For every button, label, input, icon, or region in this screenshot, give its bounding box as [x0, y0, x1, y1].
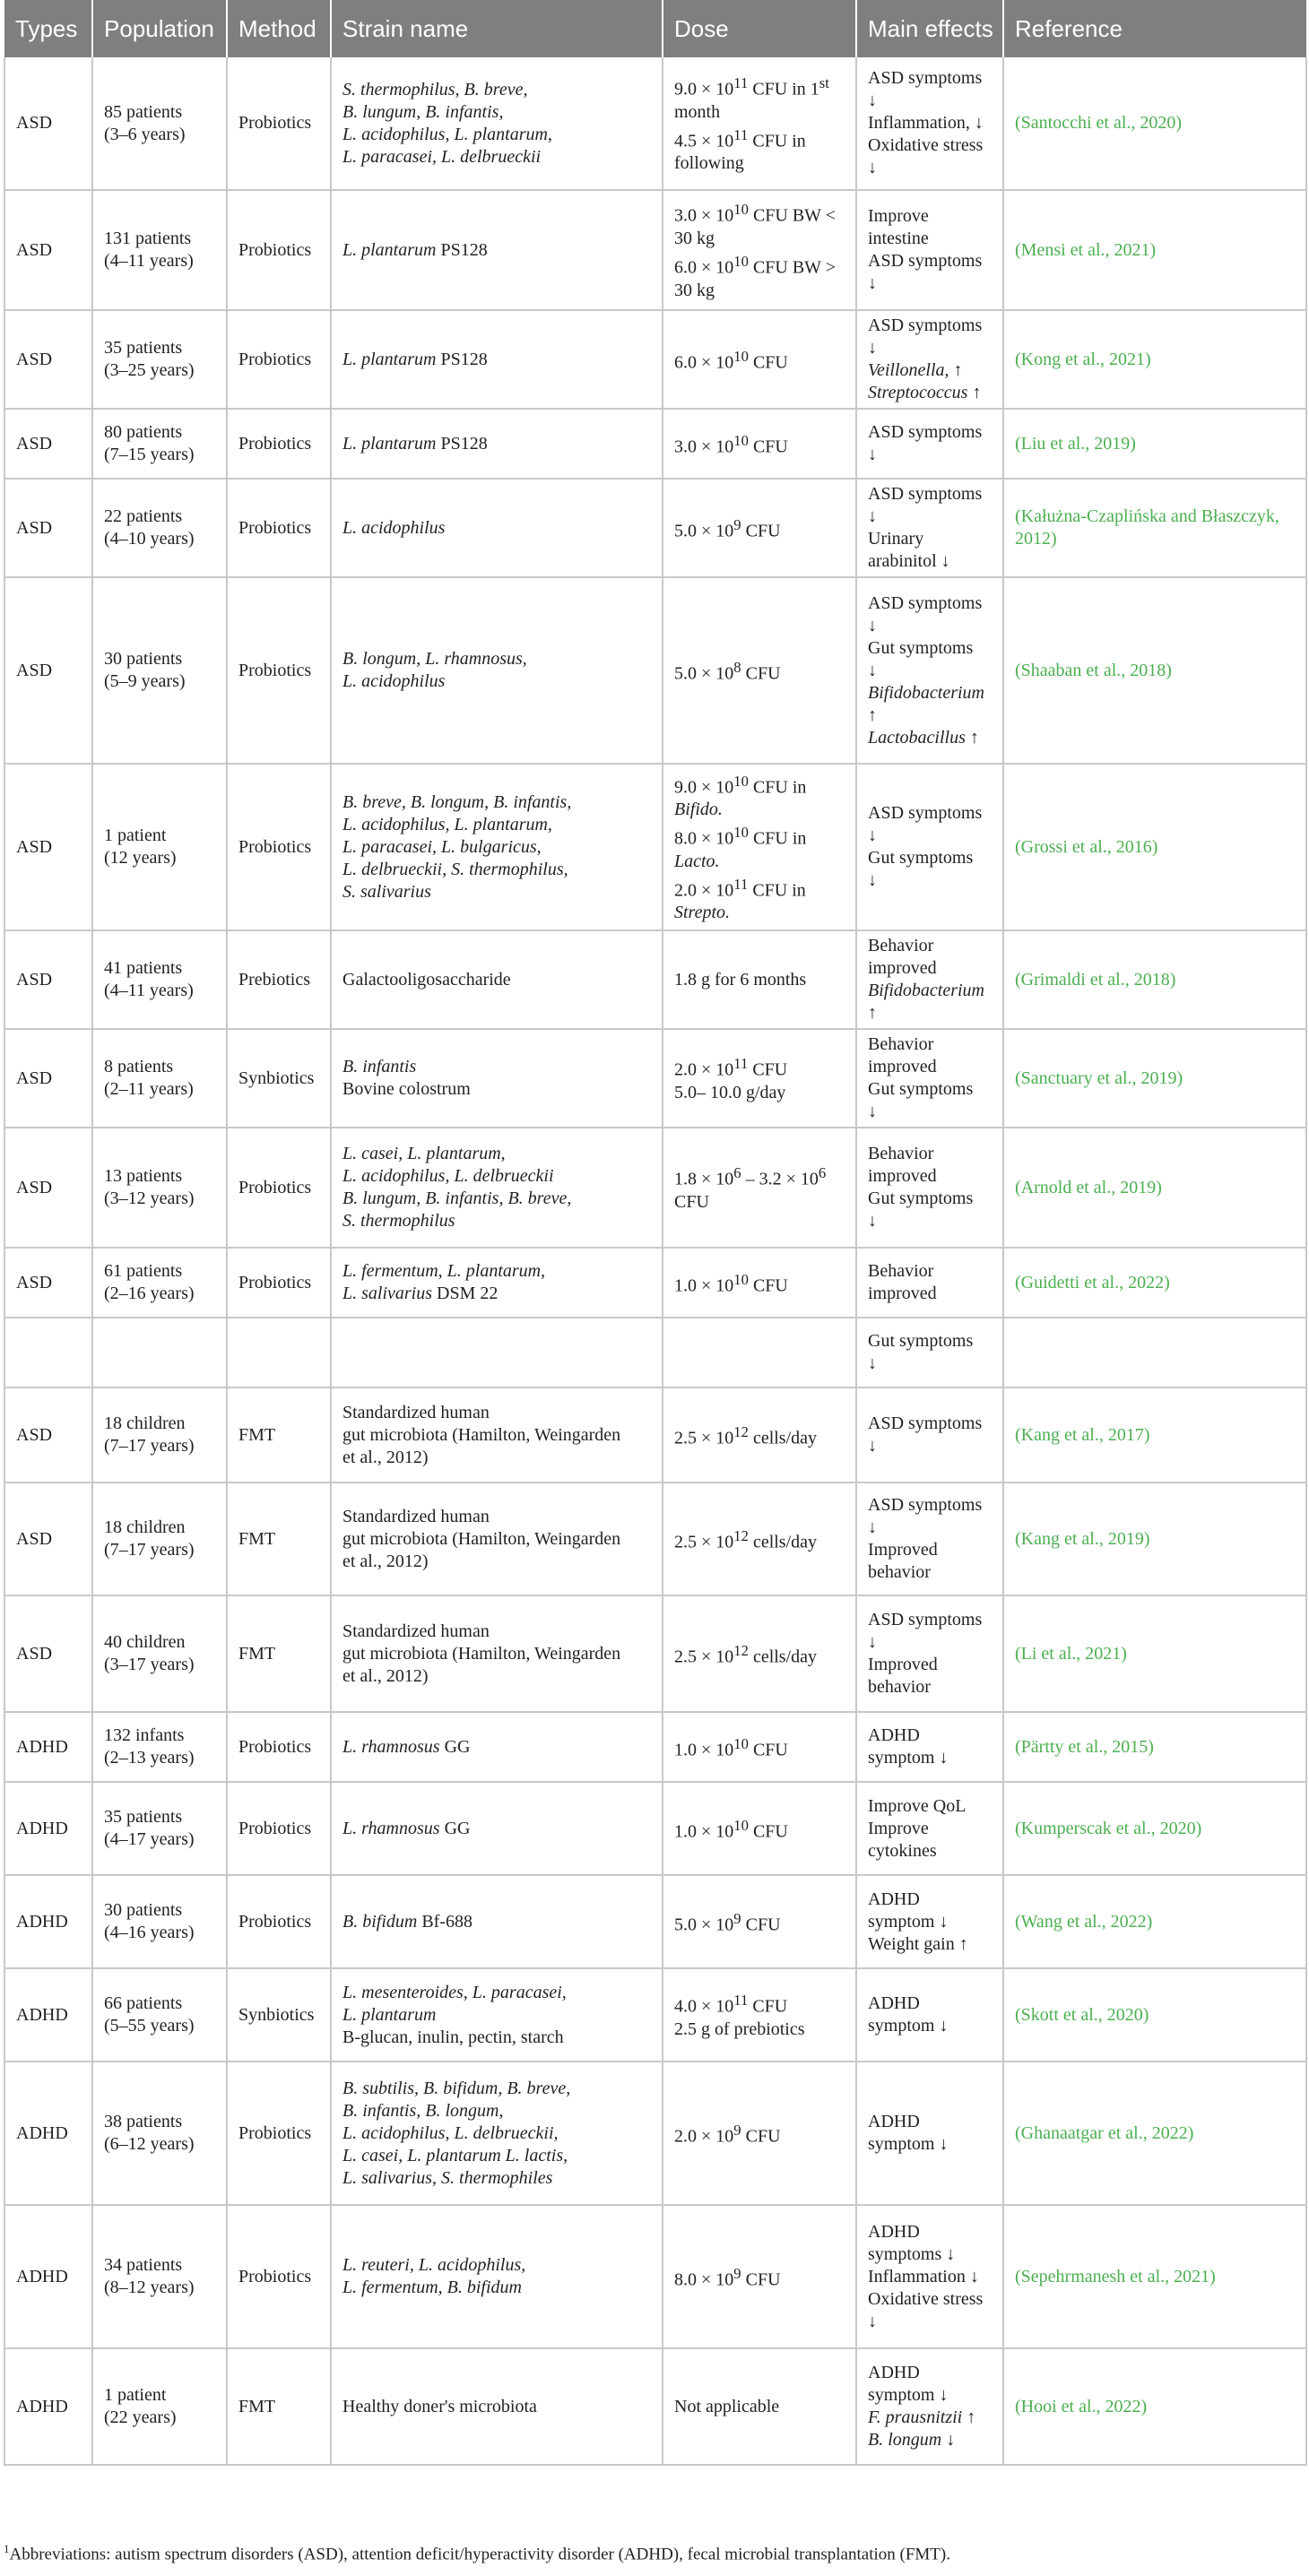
cell-method: Synbiotics — [227, 1968, 331, 2062]
table-row — [4, 577, 1306, 764]
cell-reference — [1003, 1318, 1306, 1387]
cell-method: FMT — [227, 1482, 331, 1595]
cell-effects: ADHD symptom ↓ F. prausnitzii ↑ B. longum ↓ — [856, 2348, 1003, 2465]
cell-strain: B. longum, L. rhamnosus, L. acidophilus — [331, 577, 663, 764]
table-row — [4, 1875, 1306, 1968]
cell-strain: L. plantarum PS128 — [331, 310, 663, 409]
cell-population: 18 children (7–17 years) — [92, 1387, 227, 1482]
cell-population: 1 patient (22 years) — [92, 2348, 227, 2465]
cell-type: ASD — [4, 1128, 92, 1248]
table-row — [4, 190, 1306, 310]
table-row — [4, 409, 1306, 479]
cell-reference[interactable]: (Shaaban et al., 2018) — [1003, 577, 1306, 764]
cell-strain: L. acidophilus — [331, 479, 663, 577]
cell-reference[interactable]: (Skott et al., 2020) — [1003, 1968, 1306, 2062]
cell-strain: L. mesenteroides, L. paracasei, L. plantarum B-glucan, inulin, pectin, starch — [331, 1968, 663, 2062]
cell-population: 41 patients (4–11 years) — [92, 930, 227, 1029]
cell-dose: $1.0 \times 10^{10}$ CFU — [663, 1712, 856, 1782]
cell-method: Probiotics — [227, 57, 331, 190]
cell-strain: L. plantarum PS128 — [331, 409, 663, 479]
cell-method: Probiotics — [227, 479, 331, 577]
cell-reference[interactable]: (Liu et al., 2019) — [1003, 409, 1306, 479]
cell-strain: Galactooligosaccharide — [331, 930, 663, 1029]
cell-dose: $2.5 \times 10^{12}$ cells/day — [663, 1387, 856, 1482]
cell-dose: $2.0 \times 10^9$ CFU — [663, 2062, 856, 2205]
cell-dose: $3.0 \times 10^{10}$ CFU — [663, 409, 856, 479]
cell-type: ASD — [4, 1482, 92, 1595]
cell-method: Probiotics — [227, 190, 331, 310]
cell-type: ASD — [4, 409, 92, 479]
cell-dose: $5.0 \times 10^9$ CFU — [663, 1875, 856, 1968]
cell-population — [92, 1318, 227, 1387]
cell-effects: Behavior improved Gut symptoms ↓ — [856, 1029, 1003, 1128]
col-header-dose: Dose — [663, 0, 856, 57]
cell-population: 132 infants (2–13 years) — [92, 1712, 227, 1782]
cell-strain: L. casei, L. plantarum, L. acidophilus, L. delbrueckii B. lungum, B. infantis, B. breve, S. thermophilus — [331, 1128, 663, 1248]
cell-effects: Improve intestine ASD symptoms ↓ — [856, 190, 1003, 310]
cell-effects: ASD symptoms ↓ — [856, 409, 1003, 479]
cell-type: ASD — [4, 1595, 92, 1712]
cell-method: Probiotics — [227, 2062, 331, 2205]
table-row — [4, 2348, 1306, 2465]
cell-reference[interactable]: (Grimaldi et al., 2018) — [1003, 930, 1306, 1029]
cell-strain: B. bifidum Bf-688 — [331, 1875, 663, 1968]
cell-method: Probiotics — [227, 1248, 331, 1318]
cell-effects: ADHD symptom ↓ — [856, 1968, 1003, 2062]
cell-population: 30 patients (4–16 years) — [92, 1875, 227, 1968]
cell-population: 35 patients (4–17 years) — [92, 1782, 227, 1875]
cell-reference[interactable]: (Ghanaatgar et al., 2022) — [1003, 2062, 1306, 2205]
table-row — [4, 1387, 1306, 1482]
cell-method: Probiotics — [227, 1782, 331, 1875]
cell-dose — [663, 1318, 856, 1387]
table-row — [4, 1482, 1306, 1595]
cell-dose: $1.0 \times 10^{10}$ CFU — [663, 1782, 856, 1875]
cell-population: 30 patients (5–9 years) — [92, 577, 227, 764]
cell-population: 40 children (3–17 years) — [92, 1595, 227, 1712]
table-row — [4, 2062, 1306, 2205]
cell-effects: ASD symptoms ↓ Inflammation, ↓ Oxidative stress ↓ — [856, 57, 1003, 190]
cell-dose: $9.0 \times 10^{11}$ CFU in 1st month $4.5 \times 10^{11}$ CFU in following — [663, 57, 856, 190]
cell-population: 131 patients (4–11 years) — [92, 190, 227, 310]
cell-type — [4, 1318, 92, 1387]
header-row — [4, 0, 1306, 57]
cell-method: Synbiotics — [227, 1029, 331, 1128]
cell-type: ASD — [4, 1248, 92, 1318]
cell-population: 22 patients (4–10 years) — [92, 479, 227, 577]
cell-population: 61 patients (2–16 years) — [92, 1248, 227, 1318]
cell-effects: Behavior improved Bifidobacterium ↑ — [856, 930, 1003, 1029]
cell-dose: $2.5 \times 10^{12}$ cells/day — [663, 1482, 856, 1595]
table-row — [4, 1318, 1306, 1387]
cell-dose: $2.0 \times 10^{11}$ CFU 5.0– 10.0 g/day — [663, 1029, 856, 1128]
cell-method: FMT — [227, 2348, 331, 2465]
cell-effects: Behavior improved Gut symptoms ↓ — [856, 1128, 1003, 1248]
cell-reference[interactable]: (Grossi et al., 2016) — [1003, 764, 1306, 930]
cell-population: 85 patients (3–6 years) — [92, 57, 227, 190]
cell-dose: $8.0 \times 10^9$ CFU — [663, 2205, 856, 2348]
table-row — [4, 310, 1306, 409]
cell-strain: L. rhamnosus GG — [331, 1782, 663, 1875]
cell-population: 18 children (7–17 years) — [92, 1482, 227, 1595]
cell-type: ASD — [4, 479, 92, 577]
cell-effects: ADHD symptom ↓ — [856, 1712, 1003, 1782]
cell-reference[interactable]: (Mensi et al., 2021) — [1003, 190, 1306, 310]
cell-method: FMT — [227, 1595, 331, 1712]
cell-type: ADHD — [4, 2348, 92, 2465]
cell-type: ASD — [4, 930, 92, 1029]
cell-reference[interactable]: (Kang et al., 2019) — [1003, 1482, 1306, 1595]
cell-method: Probiotics — [227, 2205, 331, 2348]
cell-strain: L. rhamnosus GG — [331, 1712, 663, 1782]
cell-effects: ASD symptoms ↓ Improved behavior — [856, 1482, 1003, 1595]
cell-dose: $4.0 \times 10^{11}$ CFU 2.5 g of prebiotics — [663, 1968, 856, 2062]
cell-dose: $1.0 \times 10^{10}$ CFU — [663, 1248, 856, 1318]
table-row — [4, 1712, 1306, 1782]
table-row — [4, 764, 1306, 930]
cell-strain: L. reuteri, L. acidophilus, L. fermentum, B. bifidum — [331, 2205, 663, 2348]
cell-method: Probiotics — [227, 1875, 331, 1968]
cell-dose: $2.5 \times 10^{12}$ cells/day — [663, 1595, 856, 1712]
col-header-population: Population — [92, 0, 227, 57]
table-row — [4, 57, 1306, 190]
cell-effects: ASD symptoms ↓ Improved behavior — [856, 1595, 1003, 1712]
footnote: $^1$Abbreviations: autism spectrum disorders (ASD), attention deficit/hyperactivity disorder (ADHD), fecal microbial transplantation (FMT). — [4, 2542, 950, 2564]
cell-population: 35 patients (3–25 years) — [92, 310, 227, 409]
data-table — [4, 0, 1307, 2466]
cell-effects: ASD symptoms ↓ Urinary arabinitol ↓ — [856, 479, 1003, 577]
cell-method: Probiotics — [227, 310, 331, 409]
cell-strain — [331, 1318, 663, 1387]
col-header-method: Method — [227, 0, 331, 57]
cell-reference[interactable]: (Li et al., 2021) — [1003, 1595, 1306, 1712]
cell-strain: L. plantarum PS128 — [331, 190, 663, 310]
cell-population: 13 patients (3–12 years) — [92, 1128, 227, 1248]
cell-reference[interactable]: (Wang et al., 2022) — [1003, 1875, 1306, 1968]
cell-reference[interactable]: (Santocchi et al., 2020) — [1003, 57, 1306, 190]
cell-strain: Standardized human gut microbiota (Hamilton, Weingarden et al., 2012) — [331, 1595, 663, 1712]
cell-strain: B. infantis Bovine colostrum — [331, 1029, 663, 1128]
cell-type: ASD — [4, 57, 92, 190]
cell-reference[interactable]: (Kumperscak et al., 2020) — [1003, 1782, 1306, 1875]
col-header-effects: Main effects — [856, 0, 1003, 57]
cell-dose: 1.8 g for 6 months — [663, 930, 856, 1029]
table-row — [4, 479, 1306, 577]
cell-method: Probiotics — [227, 1712, 331, 1782]
cell-type: ASD — [4, 764, 92, 930]
cell-method: FMT — [227, 1387, 331, 1482]
cell-effects: ADHD symptom ↓ Weight gain ↑ — [856, 1875, 1003, 1968]
cell-effects: ASD symptoms ↓ — [856, 1387, 1003, 1482]
cell-method: Probiotics — [227, 1128, 331, 1248]
cell-reference[interactable]: (Sanctuary et al., 2019) — [1003, 1029, 1306, 1128]
cell-method: Probiotics — [227, 577, 331, 764]
cell-type: ASD — [4, 1029, 92, 1128]
cell-method — [227, 1318, 331, 1387]
cell-type: ASD — [4, 577, 92, 764]
table-row — [4, 930, 1306, 1029]
cell-reference[interactable]: (Pärtty et al., 2015) — [1003, 1712, 1306, 1782]
col-header-reference: Reference — [1003, 0, 1306, 57]
cell-effects: ADHD symptoms ↓ Inflammation ↓ Oxidative stress ↓ — [856, 2205, 1003, 2348]
cell-strain: Healthy doner's microbiota — [331, 2348, 663, 2465]
cell-dose: $5.0 \times 10^8$ CFU — [663, 577, 856, 764]
cell-dose: Not applicable — [663, 2348, 856, 2465]
cell-type: ASD — [4, 190, 92, 310]
cell-dose: $3.0 \times 10^{10}$ CFU BW < 30 kg $6.0 \times 10^{10}$ CFU BW > 30 kg — [663, 190, 856, 310]
cell-type: ASD — [4, 310, 92, 409]
cell-effects: Behavior improved — [856, 1248, 1003, 1318]
cell-effects: ASD symptoms ↓ Gut symptoms ↓ Bifidobacterium ↑ Lactobacillus ↑ — [856, 577, 1003, 764]
cell-strain: B. subtilis, B. bifidum, B. breve, B. infantis, B. longum, L. acidophilus, L. delbrueckii, L. casei, L. plantarum L. lactis, L. salivarius, S. thermophiles — [331, 2062, 663, 2205]
cell-reference[interactable]: (Sepehrmanesh et al., 2021) — [1003, 2205, 1306, 2348]
cell-method: Probiotics — [227, 764, 331, 930]
cell-type: ADHD — [4, 2062, 92, 2205]
cell-method: Prebiotics — [227, 930, 331, 1029]
cell-type: ADHD — [4, 1712, 92, 1782]
table-row — [4, 1782, 1306, 1875]
cell-method: Probiotics — [227, 409, 331, 479]
cell-population: 1 patient (12 years) — [92, 764, 227, 930]
table-row — [4, 1128, 1306, 1248]
cell-population: 38 patients (6–12 years) — [92, 2062, 227, 2205]
cell-effects: ASD symptoms ↓ Gut symptoms ↓ — [856, 764, 1003, 930]
cell-dose: $6.0 \times 10^{10}$ CFU — [663, 310, 856, 409]
cell-population: 80 patients (7–15 years) — [92, 409, 227, 479]
cell-reference[interactable]: (Kong et al., 2021) — [1003, 310, 1306, 409]
cell-reference[interactable]: (Kałużna-Czaplińska and Błaszczyk, 2012) — [1003, 479, 1306, 577]
cell-strain: S. thermophilus, B. breve, B. lungum, B. infantis, L. acidophilus, L. plantarum, L. paracasei, L. delbrueckii — [331, 57, 663, 190]
cell-population: 66 patients (5–55 years) — [92, 1968, 227, 2062]
cell-strain: Standardized human gut microbiota (Hamilton, Weingarden et al., 2012) — [331, 1482, 663, 1595]
cell-reference[interactable]: (Kang et al., 2017) — [1003, 1387, 1306, 1482]
table-row — [4, 1595, 1306, 1712]
cell-effects: ADHD symptom ↓ — [856, 2062, 1003, 2205]
cell-dose: $5.0 \times 10^9$ CFU — [663, 479, 856, 577]
cell-type: ADHD — [4, 2205, 92, 2348]
cell-reference[interactable]: (Hooi et al., 2022) — [1003, 2348, 1306, 2465]
cell-population: 34 patients (8–12 years) — [92, 2205, 227, 2348]
cell-reference[interactable]: (Arnold et al., 2019) — [1003, 1128, 1306, 1248]
table-row — [4, 1029, 1306, 1128]
cell-strain: L. fermentum, L. plantarum, L. salivarius DSM 22 — [331, 1248, 663, 1318]
cell-effects: Improve QoL Improve cytokines — [856, 1782, 1003, 1875]
cell-type: ADHD — [4, 1968, 92, 2062]
cell-dose: $1.8 \times 10^6 - 3.2 \times 10^6$ CFU — [663, 1128, 856, 1248]
cell-strain: Standardized human gut microbiota (Hamilton, Weingarden et al., 2012) — [331, 1387, 663, 1482]
cell-effects: Gut symptoms ↓ — [856, 1318, 1003, 1387]
col-header-types: Types — [4, 0, 92, 57]
cell-dose: $9.0 \times 10^{10}$ CFU in Bifido. $8.0 \times 10^{10}$ CFU in Lacto. $2.0 \times 10^{11}$ CFU in Strepto. — [663, 764, 856, 930]
cell-reference[interactable]: (Guidetti et al., 2022) — [1003, 1248, 1306, 1318]
cell-population: 8 patients (2–11 years) — [92, 1029, 227, 1128]
col-header-strain: Strain name — [331, 0, 663, 57]
cell-strain: B. breve, B. longum, B. infantis, L. acidophilus, L. plantarum, L. paracasei, L. bulgaricus, L. delbrueckii, S. thermophilus, S. salivarius — [331, 764, 663, 930]
table-row — [4, 1968, 1306, 2062]
cell-type: ASD — [4, 1387, 92, 1482]
table-row — [4, 1248, 1306, 1318]
cell-effects: ASD symptoms ↓ Veillonella, ↑ Streptococcus ↑ — [856, 310, 1003, 409]
table-row — [4, 2205, 1306, 2348]
cell-type: ADHD — [4, 1782, 92, 1875]
table-body — [4, 57, 1306, 2465]
cell-type: ADHD — [4, 1875, 92, 1968]
